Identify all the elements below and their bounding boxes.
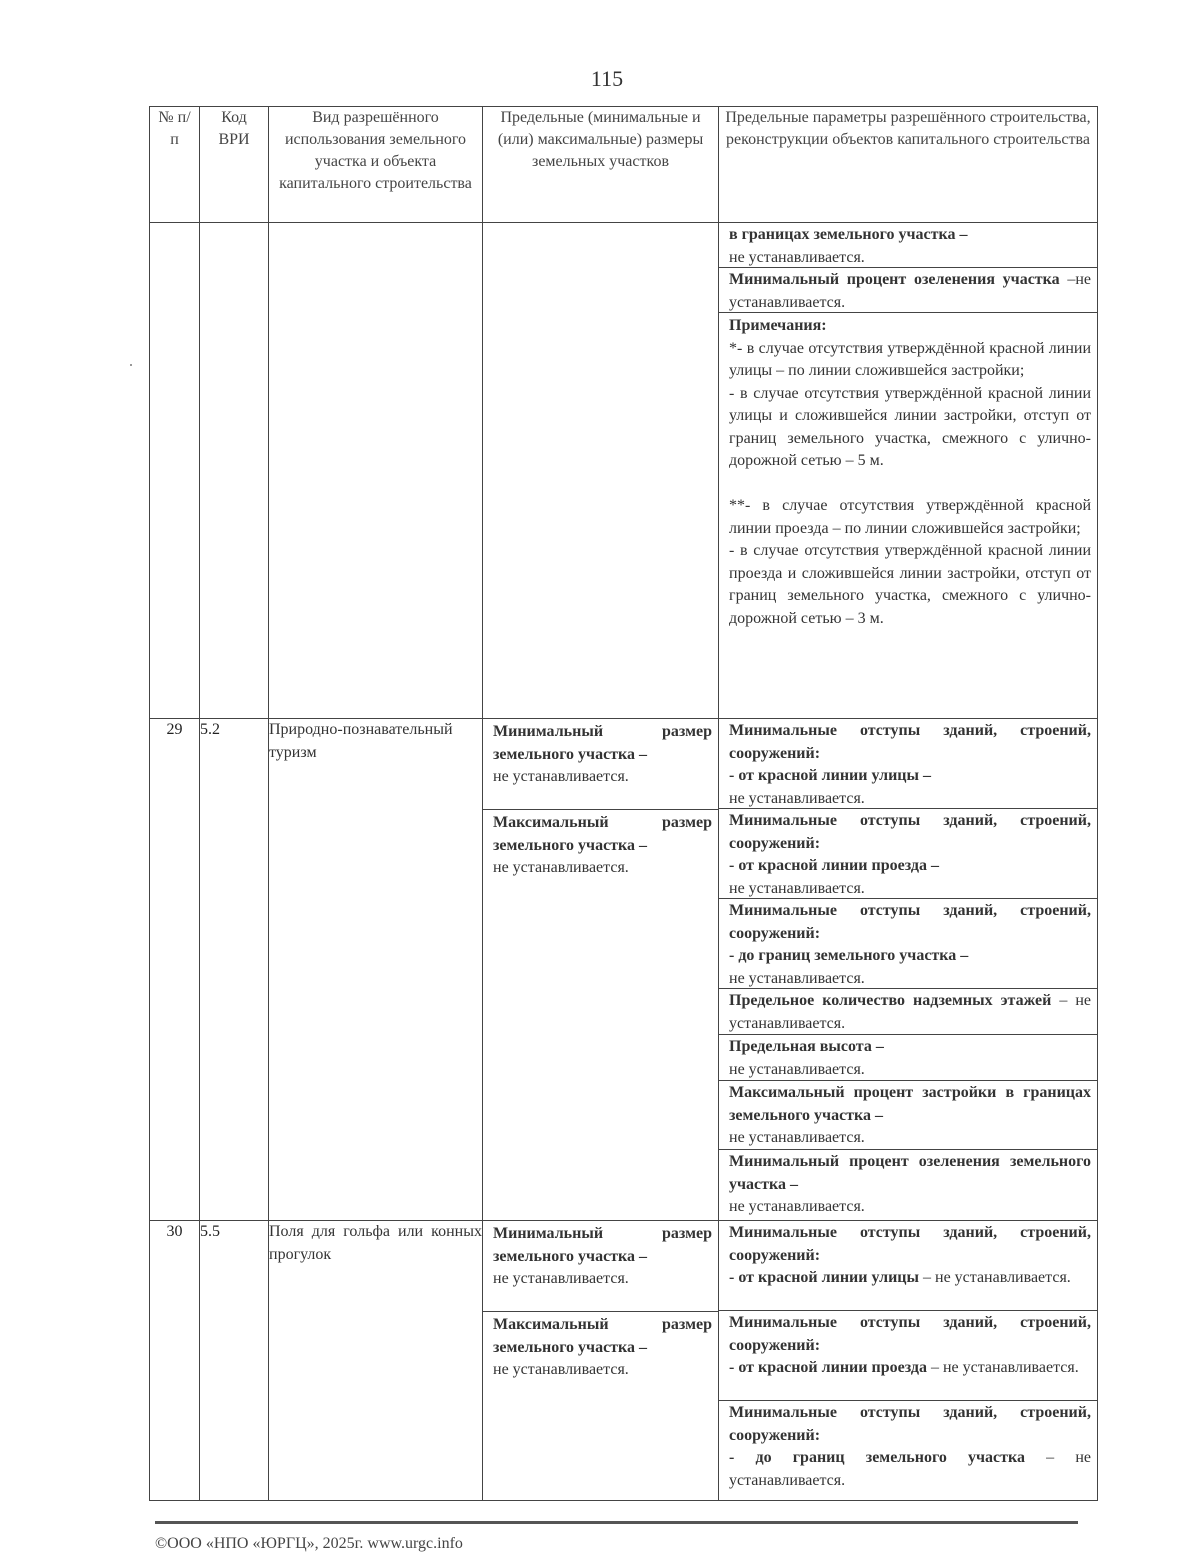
param-block: Минимальные отступы зданий, строений, сооружений: - от красной линии проезда – не устанавливается. bbox=[719, 809, 1097, 899]
note-spacer bbox=[729, 473, 1091, 496]
cell-num bbox=[150, 223, 200, 719]
table-row-30 bbox=[150, 1221, 1098, 1501]
zoning-parameters-table bbox=[149, 106, 1098, 1501]
param-block: Минимальные отступы зданий, строений, сооружений: - от красной линии проезда – не устанавливается. bbox=[719, 1311, 1097, 1401]
size-block: Максимальный размер земельного участка – не устанавливается. bbox=[493, 1316, 712, 1378]
cell-num: 29 bbox=[150, 719, 200, 1221]
size-block: Минимальный размер земельного участка – не устанавливается. bbox=[483, 719, 718, 810]
param-block: Минимальные отступы зданий, строений, сооружений: - до границ земельного участка – не устанавливается. bbox=[719, 899, 1097, 989]
param-block: Минимальный процент озеленения земельного участка – не устанавливается. bbox=[729, 1153, 1091, 1215]
cell-sizes bbox=[483, 719, 719, 1221]
param-block: Минимальные отступы зданий, строений, сооружений: - до границ земельного участка – не устанавливается. bbox=[729, 1404, 1091, 1489]
header-params: Предельные параметры разрешённого строительства, реконструкции объектов капитального строительства bbox=[719, 107, 1098, 223]
size-block: Максимальный размер земельного участка – не устанавливается. bbox=[493, 814, 712, 876]
header-sizes: Предельные (минимальные и (или) максимальные) размеры земельных участков bbox=[483, 107, 719, 223]
cell-code: 5.5 bbox=[200, 1221, 269, 1501]
cell-code: 5.2 bbox=[200, 719, 269, 1221]
cell-params bbox=[719, 719, 1098, 1221]
header-vri: Вид разрешённого использования земельного участка и объекта капитального строительства bbox=[269, 107, 483, 223]
param-block: Предельная высота – не устанавливается. bbox=[719, 1035, 1097, 1081]
cell-vri bbox=[269, 223, 483, 719]
param-block: Минимальный процент озеленения участка –не устанавливается. bbox=[719, 268, 1097, 313]
note-line: *- в случае отсутствия утверждённой красной линии улицы – по линии сложившейся застройки; bbox=[729, 339, 1091, 379]
param-block: Предельное количество надземных этажей – не устанавливается. bbox=[719, 989, 1097, 1035]
note-line: - в случае отсутствия утверждённой красной линии улицы и сложившейся линии застройки, отступ от границ земельного участка, смежного с улично-дорожной сетью – 5 м. bbox=[729, 384, 1091, 469]
cell-sizes bbox=[483, 1221, 719, 1501]
notes-title: Примечания: bbox=[729, 317, 827, 334]
note-line: - в случае отсутствия утверждённой красной линии проезда и сложившейся линии застройки, отступ от границ земельного участка, смежного с улично-дорожной сетью – 3 м. bbox=[729, 542, 1091, 627]
size-block: Минимальный размер земельного участка – не устанавливается. bbox=[483, 1221, 718, 1312]
page-number: 115 bbox=[590, 66, 624, 91]
cell-num: 30 bbox=[150, 1221, 200, 1501]
table-header-row bbox=[150, 107, 1098, 223]
param-block: Минимальные отступы зданий, строений, сооружений: - от красной линии улицы – не устанавливается. bbox=[719, 1221, 1097, 1311]
cell-vri: Поля для гольфа или конных прогулок bbox=[269, 1221, 483, 1501]
footer-copyright: ©ООО «НПО «ЮРГЦ», 2025г. www.urgc.info bbox=[155, 1535, 463, 1552]
header-code: Код ВРИ bbox=[200, 107, 269, 223]
footer-divider bbox=[155, 1521, 1078, 1524]
note-line: **- в случае отсутствия утверждённой красной линии проезда – по линии сложившейся застройки; bbox=[729, 497, 1091, 537]
scan-speck bbox=[130, 364, 132, 366]
param-block: Минимальные отступы зданий, строений, сооружений: - от красной линии улицы – не устанавливается. bbox=[719, 719, 1097, 809]
table-row-29 bbox=[150, 719, 1098, 1221]
notes-block bbox=[719, 313, 1097, 630]
cell-sizes bbox=[483, 223, 719, 719]
table-row-continuation bbox=[150, 223, 1098, 719]
cell-params bbox=[719, 223, 1098, 719]
cell-vri: Природно-познавательный туризм bbox=[269, 719, 483, 1221]
cell-params bbox=[719, 1221, 1098, 1501]
param-block: в границах земельного участка – не устанавливается. bbox=[719, 223, 1097, 268]
header-num: № п/п bbox=[150, 107, 200, 223]
cell-code bbox=[200, 223, 269, 719]
param-block: Максимальный процент застройки в границах земельного участка – не устанавливается. bbox=[719, 1081, 1097, 1150]
